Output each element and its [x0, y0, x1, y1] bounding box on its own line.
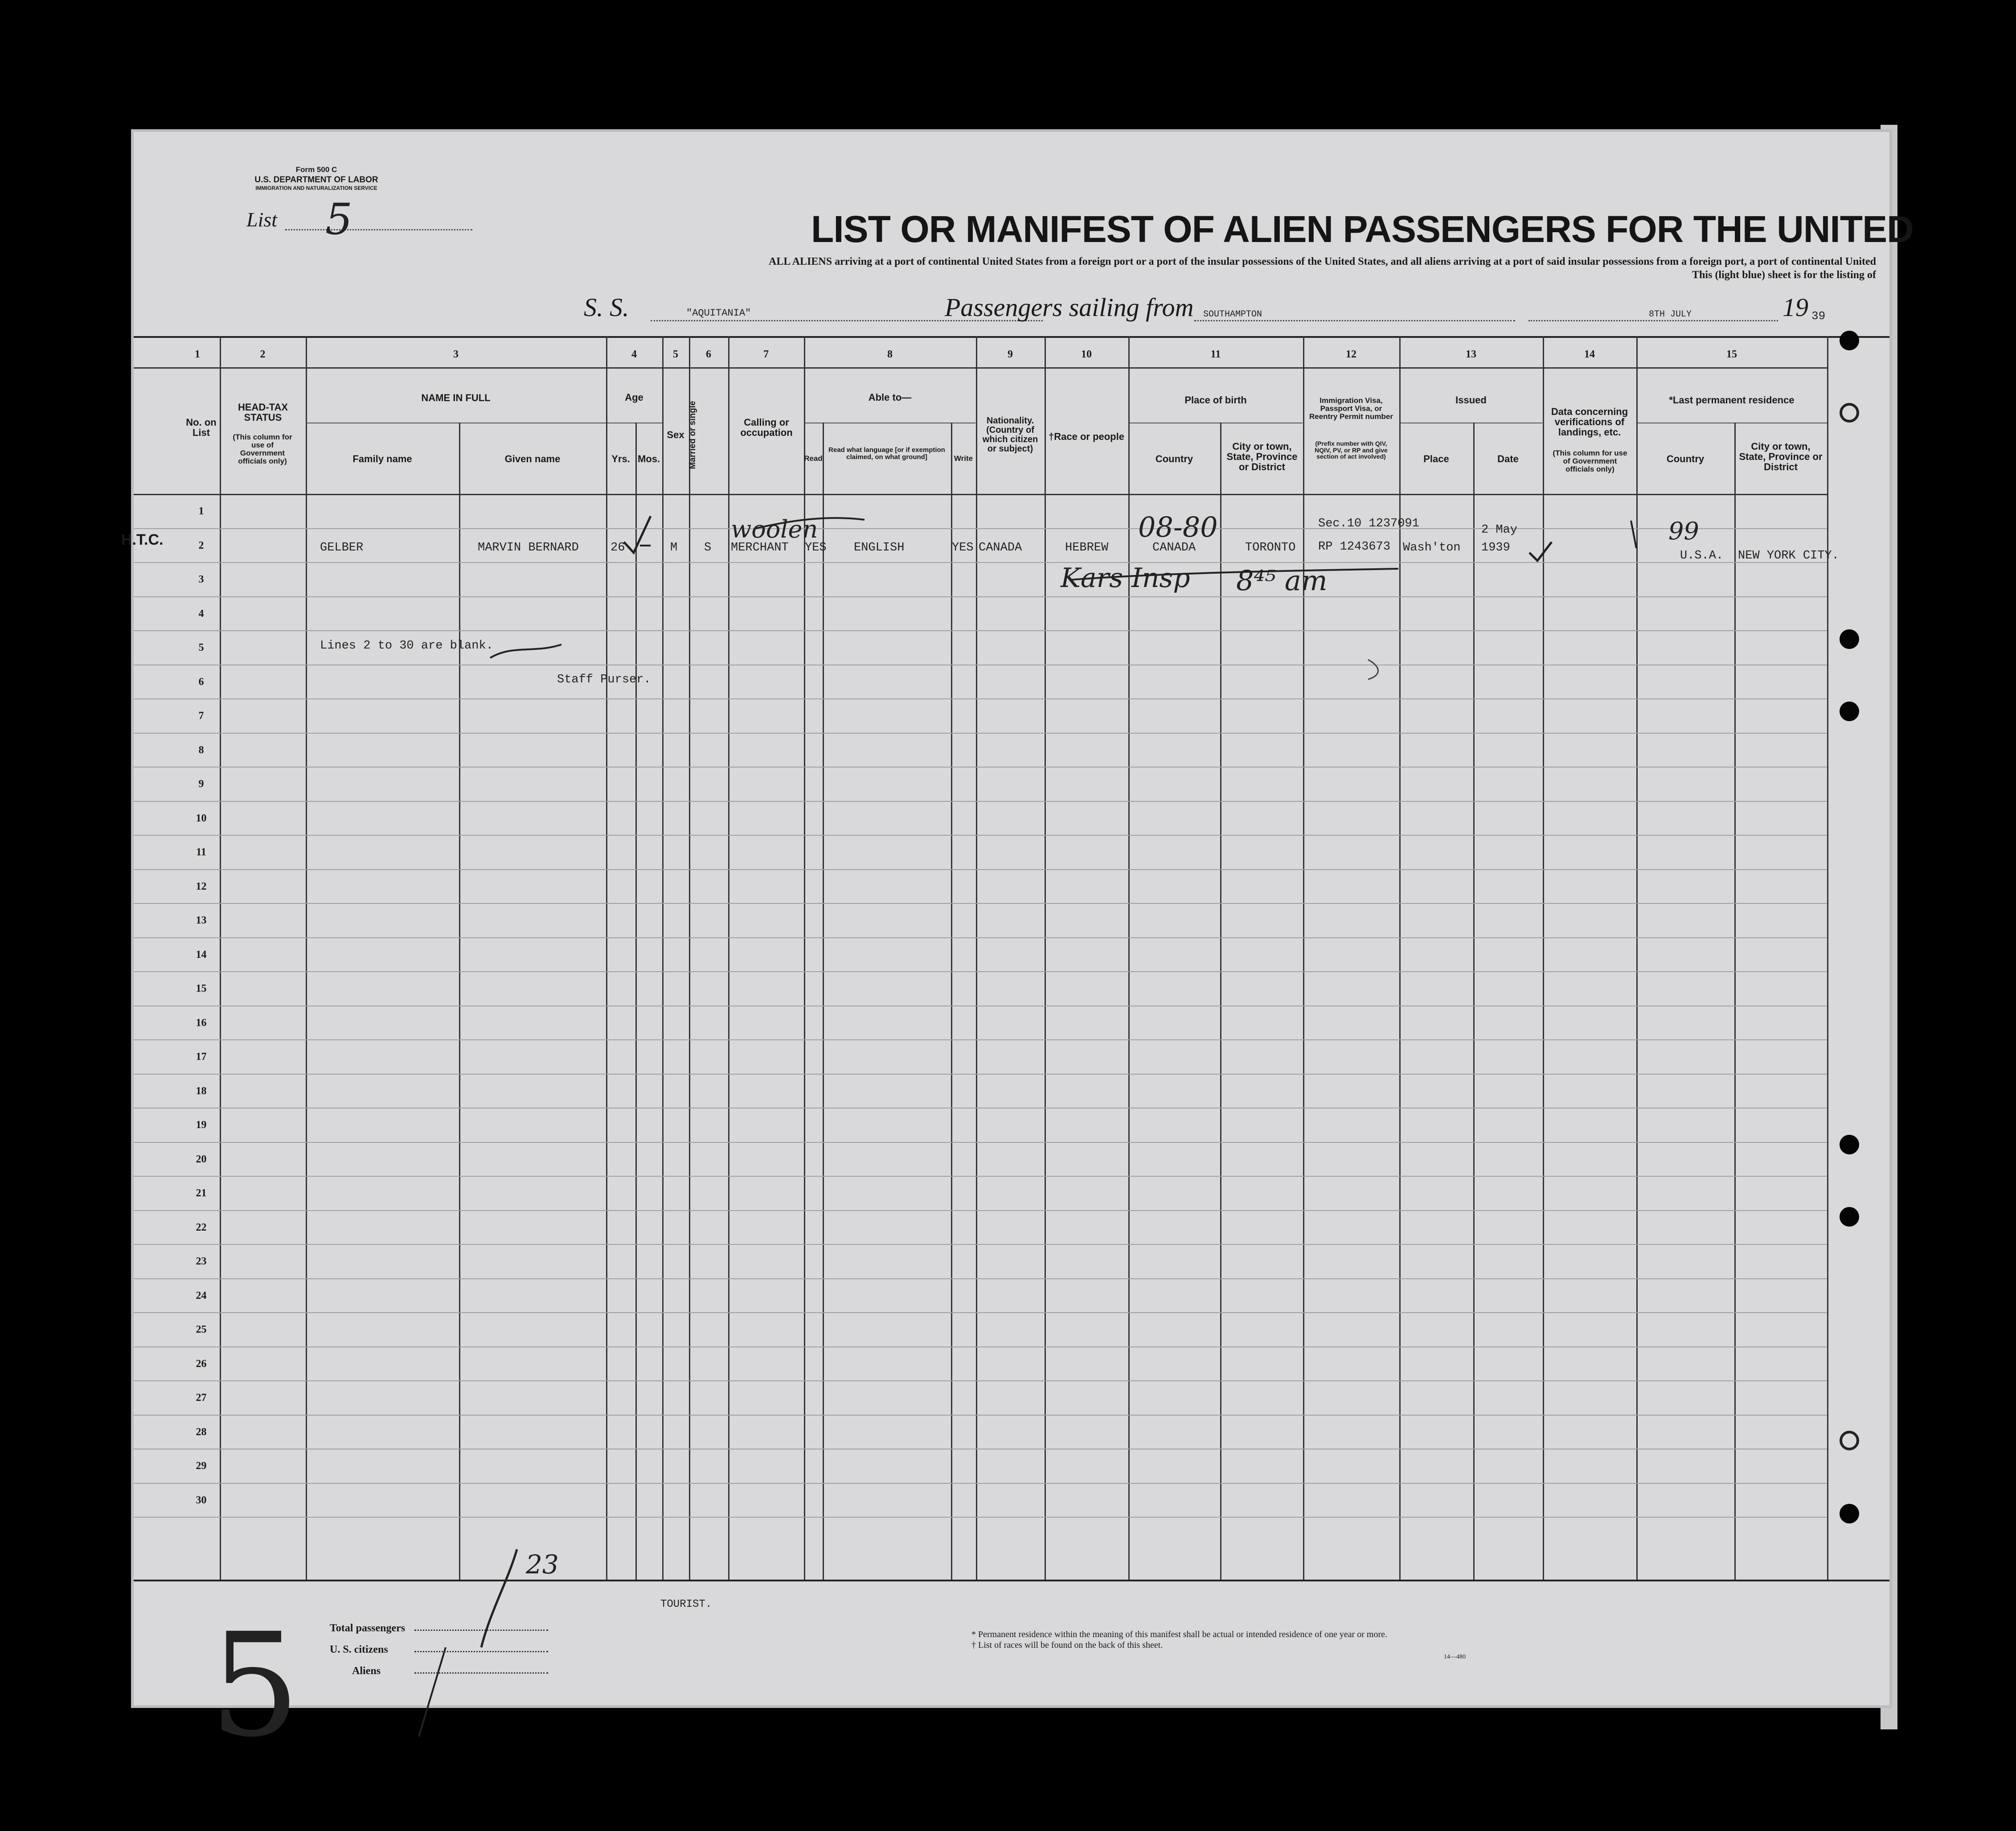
row-number: 21: [196, 1187, 207, 1199]
ship-name: "AQUITANIA": [686, 308, 751, 319]
nationality: CANADA: [979, 541, 1022, 554]
row-number: 20: [196, 1154, 207, 1165]
age-years: 26: [611, 541, 625, 554]
tally-stroke: [419, 1647, 446, 1737]
purser-signature-stroke: [490, 645, 561, 658]
residence-country: U.S.A.: [1680, 549, 1724, 562]
sailing-date: 8TH JULY: [1649, 309, 1692, 320]
hand-code: 08-80: [1138, 511, 1218, 543]
row-number: 16: [196, 1017, 207, 1029]
col-num-15: 15: [1726, 349, 1737, 360]
footer-total-line: [414, 1630, 548, 1631]
hdr-name-in-full: NAME IN FULL: [421, 392, 491, 403]
department: U.S. DEPARTMENT OF LABOR: [254, 175, 378, 185]
form-number: Form 500 C: [295, 165, 337, 174]
family-name: GELBER: [320, 541, 364, 554]
footer-citizens-label: U. S. citizens: [330, 1644, 388, 1655]
binder-hole: [1840, 702, 1859, 721]
col-num-10: 10: [1081, 349, 1092, 360]
hdr-family-name: Family name: [352, 453, 412, 464]
purser-title: Staff Purser.: [557, 673, 651, 686]
hdr-birth-country: Country: [1155, 453, 1193, 464]
row-number: 5: [198, 642, 204, 653]
hand-occupation: woolen: [731, 515, 818, 543]
col-num-4: 4: [631, 349, 637, 360]
checkmark: [1529, 542, 1552, 561]
visa-line-1: Sec.10 1237091: [1318, 517, 1419, 530]
col-num-5: 5: [673, 349, 678, 360]
port: SOUTHAMPTON: [1203, 309, 1262, 320]
blank-note: Lines 2 to 30 are blank.: [320, 639, 493, 653]
row-number: 19: [196, 1119, 207, 1131]
binder-hole: [1840, 1431, 1859, 1450]
hdr-married-single: Married or single: [688, 401, 698, 469]
row-number: 4: [198, 608, 204, 620]
hdr-head-tax: HEAD-TAX STATUS: [238, 402, 288, 423]
issued-date-2: 1939: [1481, 541, 1510, 554]
binder-hole: [1840, 331, 1859, 350]
col-num-7: 7: [763, 349, 769, 360]
row-number: 25: [196, 1324, 207, 1335]
binder-hole: [1840, 1207, 1859, 1227]
hdr-no-on-list: No. on List: [186, 417, 217, 439]
sex: M: [670, 541, 678, 554]
row-number: 10: [196, 813, 207, 824]
occupation: MERCHANT: [731, 541, 789, 554]
hdr-race: †Race or people: [1049, 431, 1124, 442]
row-number: 30: [196, 1494, 207, 1506]
col-num-9: 9: [1008, 349, 1013, 360]
col-num-1-text: 1: [195, 349, 200, 360]
col-num-12: 12: [1346, 349, 1356, 360]
page-title: LIST OR MANIFEST OF ALIEN PASSENGERS FOR THE UNITED: [811, 208, 1914, 250]
row-number: 15: [196, 983, 207, 994]
row-number: 2: [198, 540, 204, 551]
hdr-issued: Issued: [1455, 394, 1487, 406]
form-code: 14—480: [1444, 1654, 1466, 1660]
binder-hole: [1840, 403, 1859, 423]
write: YES: [952, 541, 974, 554]
footnote-1: * Permanent residence within the meaning of this manifest shall be actual or intended residence of one year or more.: [971, 1630, 1388, 1639]
hdr-mos: Mos.: [637, 453, 660, 464]
hdr-sex: Sex: [667, 429, 684, 440]
hdr-visa: Immigration Visa, Passport Visa, or Reentry Permit number: [1309, 396, 1393, 421]
year-prefix: 19: [1782, 293, 1808, 322]
hdr-birth-city: City or town, State, Province or District: [1226, 441, 1298, 473]
hdr-head-tax-note: (This column for use of Government officials only): [233, 433, 292, 465]
hdr-data-concerning: Data concerning verifications of landings, etc.: [1551, 406, 1628, 438]
row-number: 17: [196, 1051, 207, 1063]
hdr-res-country: Country: [1666, 453, 1705, 464]
hand-time: 8⁴⁵ am: [1236, 564, 1328, 597]
marital: S: [704, 541, 712, 554]
hdr-calling: Calling or occupation: [740, 417, 793, 439]
hdr-place-of-birth: Place of birth: [1184, 394, 1247, 406]
tourist-label: TOURIST.: [660, 1598, 712, 1610]
service: IMMIGRATION AND NATURALIZATION SERVICE: [255, 185, 377, 191]
hdr-given-name: Given name: [504, 453, 561, 464]
row-number: 1: [198, 505, 204, 517]
residence-city: NEW YORK CITY.: [1738, 549, 1839, 562]
col-num-13: 13: [1466, 349, 1476, 360]
row-number: 9: [198, 778, 204, 790]
hdr-last-residence: *Last permanent residence: [1669, 394, 1795, 406]
row-number: 22: [196, 1222, 207, 1233]
hdr-nationality: Nationality. (Country of which citizen or subject): [982, 416, 1038, 454]
hdr-write: Write: [954, 454, 973, 463]
hdr-data-note: (This column for use of Government officials only): [1553, 449, 1627, 473]
footer-total-label: Total passengers: [330, 1622, 406, 1634]
hdr-visa-note: (Prefix number with QIV, NQIV, PV, or RP and give section of act involved): [1315, 440, 1388, 460]
binder-hole: [1840, 1135, 1859, 1154]
row-number: 14: [196, 949, 207, 961]
hand-inspector: Kars Insp: [1061, 562, 1190, 594]
hdr-yrs: Yrs.: [611, 453, 630, 464]
row-number: 29: [196, 1460, 207, 1472]
tally-stroke: [481, 1549, 517, 1647]
list-label: List: [246, 208, 278, 231]
hdr-age: Age: [625, 392, 643, 403]
row-number: 11: [196, 846, 206, 858]
col-num-2: 2: [260, 349, 266, 360]
htc-mark: H.T.C.: [121, 531, 164, 548]
row-number: 24: [196, 1290, 207, 1301]
year-suffix: 39: [1811, 309, 1826, 323]
language: ENGLISH: [854, 541, 905, 554]
row-number: 27: [196, 1392, 207, 1404]
hdr-read: Read: [804, 454, 823, 463]
hdr-issued-place: Place: [1423, 453, 1449, 464]
row-number: 23: [196, 1256, 207, 1267]
hand-23: 23: [526, 1549, 559, 1580]
col-num-11: 11: [1210, 349, 1221, 360]
footer-citizens-line: [414, 1651, 548, 1652]
subtitle-line-1: ALL ALIENS arriving at a port of continental United States from a foreign port or a port of the insular possessions of the United States, and all aliens arriving at a port of said insular possessions from a foreign port, a port of continental United: [769, 256, 1876, 267]
row-number: 6: [198, 676, 204, 688]
row-number: 28: [196, 1426, 207, 1438]
ss-label: S. S.: [584, 293, 629, 322]
hand-99: 99: [1668, 517, 1699, 545]
stray-mark: [1368, 660, 1378, 679]
hand-marks: [134, 132, 1889, 1705]
row-number: 12: [196, 881, 207, 892]
list-number: 5: [325, 194, 353, 244]
col-num-14: 14: [1584, 349, 1595, 360]
row-number: 7: [198, 710, 204, 722]
sailing-label: Passengers sailing from: [945, 293, 1194, 322]
hdr-read-language: Read what language [or if exemption claimed, on what ground]: [828, 446, 945, 461]
row-number: 18: [196, 1085, 207, 1097]
binder-hole: [1840, 629, 1859, 649]
birth-country: CANADA: [1152, 541, 1196, 554]
row-number: 3: [198, 574, 204, 585]
binder-hole: [1840, 1504, 1859, 1523]
hdr-able-to: Able to—: [868, 392, 912, 403]
birth-city: TORONTO: [1245, 541, 1296, 554]
read: YES: [805, 541, 827, 554]
hdr-issued-date: Date: [1497, 453, 1519, 464]
row-number: 8: [198, 744, 204, 756]
col-num-6: 6: [706, 349, 711, 360]
footer-aliens-label: Aliens: [352, 1665, 381, 1677]
footnote-2: † List of races will be found on the back of this sheet.: [971, 1640, 1163, 1650]
manifest-sheet: [121, 132, 1914, 1769]
issued-place: Wash'ton: [1403, 541, 1461, 554]
tick-mark: [1631, 521, 1636, 548]
given-name: MARVIN BERNARD: [478, 541, 579, 554]
col-num-3: 3: [453, 349, 459, 360]
row-number: 13: [196, 915, 207, 926]
issued-date-1: 2 May: [1481, 523, 1518, 537]
checkmark: [624, 516, 651, 553]
subtitle-line-2: This (light blue) sheet is for the listing of: [1692, 269, 1876, 281]
race: HEBREW: [1065, 541, 1109, 554]
col-num-8: 8: [887, 349, 893, 360]
hdr-res-city: City or town, State, Province or District: [1739, 441, 1823, 473]
hand-big-5: 5: [209, 1603, 300, 1769]
visa-line-2: RP 1243673: [1318, 540, 1391, 554]
row-number: 26: [196, 1358, 207, 1370]
footer-aliens-line: [414, 1672, 548, 1674]
